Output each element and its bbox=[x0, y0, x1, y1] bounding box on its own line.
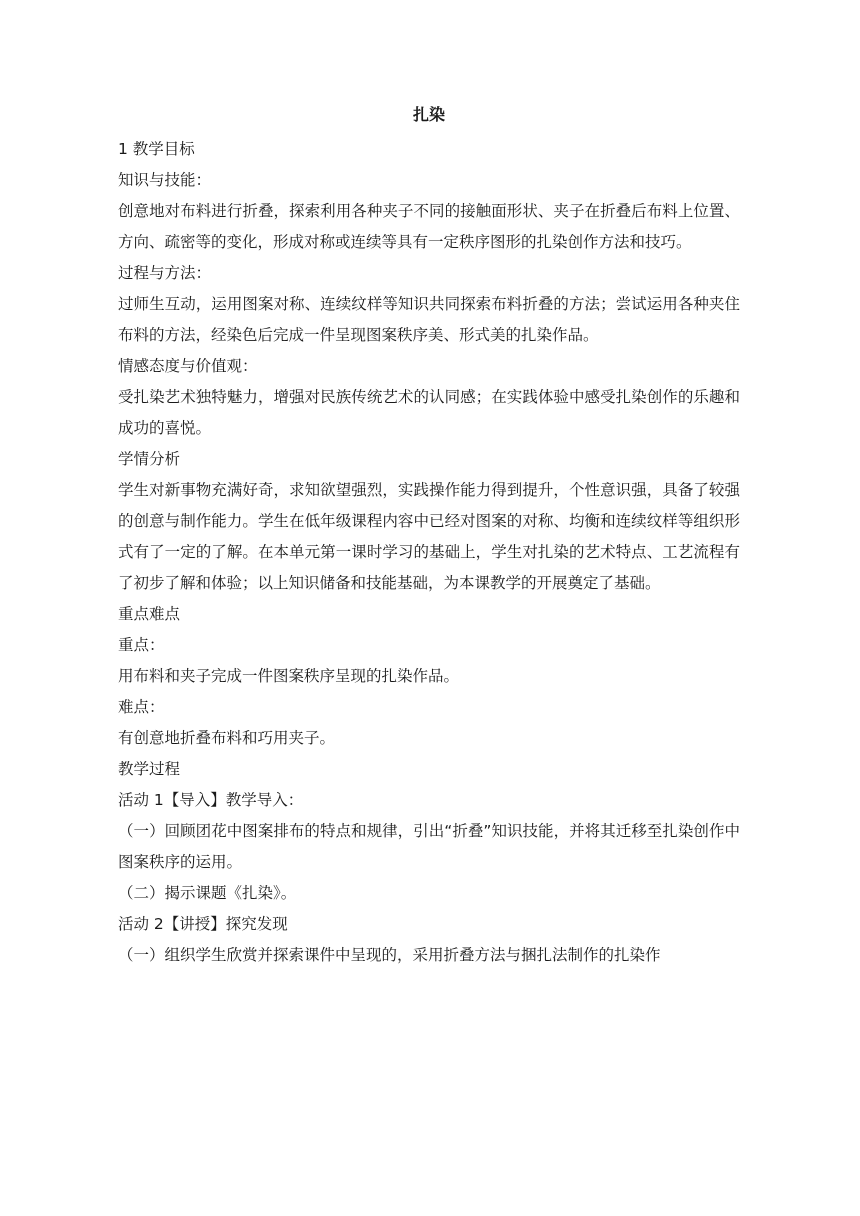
document-title: 扎染 bbox=[412, 105, 445, 124]
paragraph-difficult-point: 有创意地折叠布料和巧用夹子。 bbox=[118, 729, 336, 747]
paragraph-student-analysis: 学生对新事物充满好奇，求知欲望强烈，实践操作能力得到提升，个性意识强，具备了较强的创意与制作能力。学生在低年级课程内容中已经对图案的对称、均衡和连续纹样等组织形式有了一定的了解。在本单元第一课时学习的基础上，学生对扎染的艺术特点、工艺流程有了初步了解和体验；以上知识储备和技能基础，为本课教学的开展奠定了基础。 bbox=[118, 481, 740, 592]
paragraph-key-point: 用布料和夹子完成一件图案秩序呈现的扎染作品。 bbox=[118, 667, 460, 685]
paragraph-process-methods: 过师生互动，运用图案对称、连续纹样等知识共同探索布料折叠的方法；尝试运用各种夹住布料的方法，经染色后完成一件呈现图案秩序美、形式美的扎染作品。 bbox=[118, 295, 740, 344]
paragraph-emotion-values: 受扎染艺术独特魅力，增强对民族传统艺术的认同感；在实践体验中感受扎染创作的乐趣和成功的喜悦。 bbox=[118, 388, 740, 437]
subheading-key-point: 重点： bbox=[118, 636, 165, 654]
subheading-emotion-values: 情感态度与价值观： bbox=[118, 357, 258, 375]
activity-1-step-1: （一）回顾团花中图案排布的特点和规律，引出“折叠”知识技能，并将其迁移至扎染创作中图案秩序的运用。 bbox=[118, 822, 740, 871]
subheading-knowledge-skills: 知识与技能： bbox=[118, 171, 212, 189]
document-page bbox=[118, 96, 740, 971]
activity-2-heading: 活动 2【讲授】探究发现 bbox=[118, 915, 288, 933]
activity-2-step-1: （一）组织学生欣赏并探索课件中呈现的，采用折叠方法与捆扎法制作的扎染作 bbox=[118, 946, 661, 964]
section-heading-teaching-process: 教学过程 bbox=[118, 760, 181, 778]
paragraph-knowledge-skills: 创意地对布料进行折叠，探索利用各种夹子不同的接触面形状、夹子在折叠后布料上位置、方向、疏密等的变化，形成对称或连续等具有一定秩序图形的扎染创作方法和技巧。 bbox=[118, 202, 740, 251]
subheading-difficult-point: 难点： bbox=[118, 698, 165, 716]
section-heading-objectives: 1 教学目标 bbox=[118, 140, 195, 158]
section-heading-key-difficult-points: 重点难点 bbox=[118, 605, 181, 623]
section-heading-student-analysis: 学情分析 bbox=[118, 450, 181, 468]
activity-1-step-2: （二）揭示课题《扎染》。 bbox=[118, 884, 297, 902]
subheading-process-methods: 过程与方法： bbox=[118, 264, 212, 282]
activity-1-heading: 活动 1【导入】教学导入： bbox=[118, 791, 304, 809]
